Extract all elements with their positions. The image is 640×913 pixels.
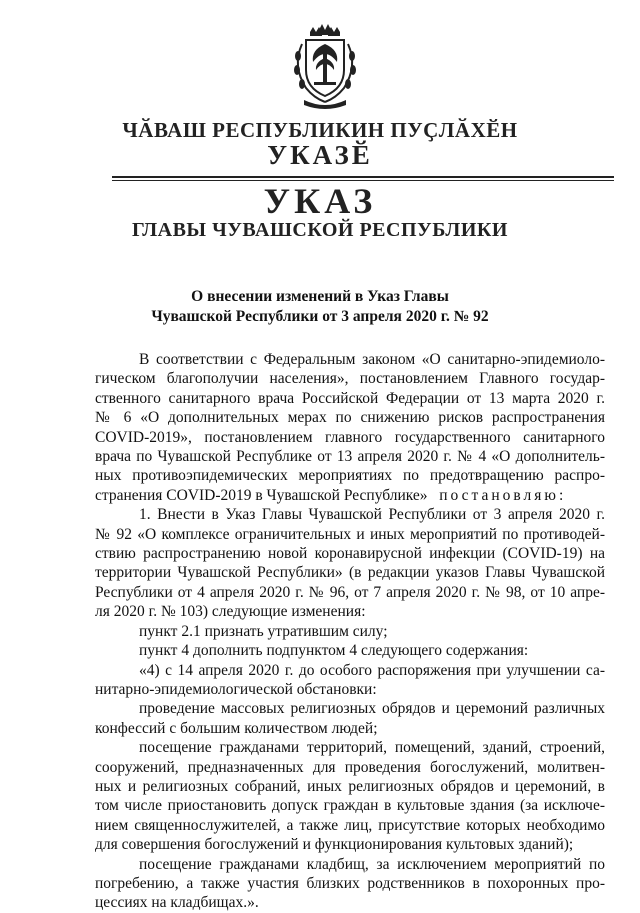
preamble-line: ных противоэпидемических мероприятиях по предотвращению распро- <box>95 467 605 485</box>
visit-line: для совершения богослужений и функционирования культовых зданий); <box>95 836 574 854</box>
visit-line: том числе приостановить допуск граждан в культовые здания (за исключе- <box>95 797 605 815</box>
mass-events-line: конфессий с большим количеством людей; <box>95 719 378 737</box>
subject-line: Чувашской Республики от 3 апреля 2020 г. № 92 <box>151 308 489 325</box>
preamble-line: ственного санитарного врача Российской Федерации от 13 марта 2020 г. <box>95 389 605 407</box>
cemetery-line: погребению, а также участия близких родственников в похоронных про- <box>95 874 605 892</box>
item1-line: 1. Внести в Указ Главы Чувашской Республики от 3 апреля 2020 г. <box>139 506 605 524</box>
decree-body <box>95 350 605 913</box>
visit-line: нием священнослужителей, а также лиц, присутствие которых необходимо <box>95 816 605 834</box>
sub4-line: «4) с 14 апреля 2020 г. до особого распоряжения при улучшении са- <box>139 661 605 679</box>
visit-line: ных и религиозных собраний, иных религиозных обрядов и церемоний, в <box>95 777 605 795</box>
decree-title: УКАЗ <box>263 181 377 221</box>
item1-line: территории Чувашской Республики» (в редакции указов Главы Чувашской <box>95 564 605 582</box>
item1-line: ствию распространению новой коронавирусной инфекции (COVID-19) на <box>95 545 605 563</box>
cemetery-line: цессиях на кладбищах.». <box>95 894 259 912</box>
subject-line: О внесении изменений в Указ Главы <box>191 288 449 305</box>
header-divider <box>112 176 614 178</box>
sub4-line: нитарно-эпидемиологической обстановки: <box>95 680 377 698</box>
preamble-text: странения COVID-2019 в Чувашской Республике» <box>95 486 428 504</box>
preamble-line: COVID-2019», постановлением главного государственного санитарного <box>95 428 605 446</box>
item1-line: Республики от 4 апреля 2020 г. № 96, от 7 апреля 2020 г. № 98, от 10 апре- <box>95 583 605 601</box>
chuvash-header-line: ЧӐВАШ РЕСПУБЛИКИН ПУҪЛӐХӖН <box>122 118 518 142</box>
chuvash-decree-title: УКАЗӖ <box>267 140 373 170</box>
coat-of-arms-emblem <box>288 22 362 112</box>
preamble-line: В соответствии с Федеральным законом «О санитарно-эпидемиоло- <box>139 351 605 368</box>
decree-subtitle: ГЛАВЫ ЧУВАШСКОЙ РЕСПУБЛИКИ <box>132 219 508 241</box>
item1-line: № 92 «О комплексе ограничительных и иных мероприятий по противодей- <box>95 525 605 543</box>
mass-events-line: проведение массовых религиозных обрядов и церемоний различных <box>139 700 605 718</box>
change-p4: пункт 4 дополнить подпунктом 4 следующего содержания: <box>139 642 529 660</box>
decree-word: постановляю: <box>439 486 567 504</box>
preamble-line: № 6 «О дополнительных мерах по снижению рисков распространения <box>95 409 605 427</box>
decree-subject <box>0 287 640 327</box>
item1-line: ля 2020 г. № 103) следующие изменения: <box>95 603 366 621</box>
visit-line: сооружений, предназначенных для проведения богослужений, молитвен- <box>95 758 605 776</box>
preamble-line: гическом благополучии населения», постановлением Главного государ- <box>95 370 605 388</box>
preamble-line: врача по Чувашской Республике от 13 апреля 2020 г. № 4 «О дополнитель- <box>95 448 605 466</box>
change-p21: пункт 2.1 признать утратившим силу; <box>139 622 388 640</box>
preamble-line <box>95 486 605 505</box>
visit-line: посещение гражданами территорий, помещений, зданий, строений, <box>139 739 605 757</box>
cemetery-line: посещение гражданами кладбищ, за исключением мероприятий по <box>139 855 605 873</box>
